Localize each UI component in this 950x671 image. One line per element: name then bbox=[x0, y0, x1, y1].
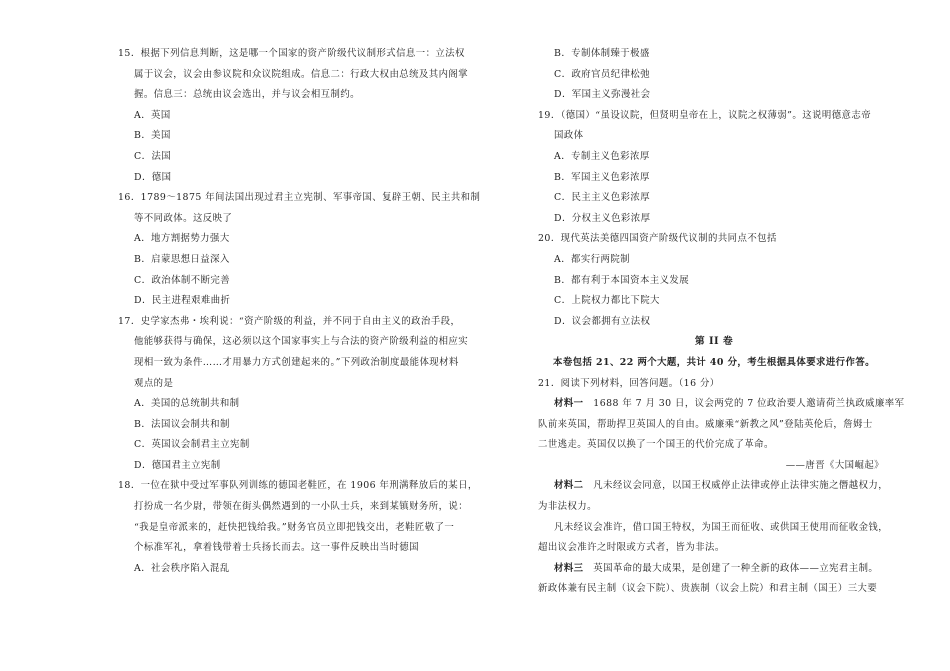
section-title: 第 II 卷 bbox=[694, 336, 734, 348]
question-text: 18．一位在狱中受过军事队列训练的德国老鞋匠，在 1906 年刑满释放后的某日， bbox=[118, 480, 478, 492]
question-intro: 21．阅读下列材料，回答问题。（16 分） bbox=[538, 377, 720, 389]
option-a: A．专制主义色彩浓厚 bbox=[554, 150, 650, 162]
left-column bbox=[118, 44, 481, 579]
question-text: 属于议会，议会由参议院和众议院组成。信息二：行政大权由总统及其内阁掌 bbox=[134, 68, 469, 80]
question-text: 握。信息三：总统由议会选出，并与议会相互制约。 bbox=[134, 89, 360, 101]
material-text: 凡未经议会准许，借口国王特权，为国王而征收、或供国王使用而征收金钱， bbox=[554, 521, 889, 533]
option-d: D．军国主义弥漫社会 bbox=[554, 89, 651, 101]
question-16 bbox=[118, 188, 481, 312]
option-b: B．专制体制臻于极盛 bbox=[554, 48, 650, 59]
material-1-source: ——唐晋《大国崛起》 bbox=[785, 459, 884, 471]
option-b: B．都有利于本国资本主义发展 bbox=[554, 274, 690, 286]
option-c: C．政府官员纪律松弛 bbox=[554, 68, 651, 80]
material-text: 为非法权力。 bbox=[538, 501, 597, 513]
question-text: 20．现代英法美德四国资产阶级代议制的共同点不包括 bbox=[538, 233, 777, 245]
question-text: 19．（德国）“虽设议院，但贤明皇帝在上，议院之权薄弱”。这说明德意志帝 bbox=[538, 109, 872, 121]
question-text: 个标准军礼，拿着钱带着士兵扬长而去。这一事件反映出当时德国 bbox=[134, 542, 419, 554]
option-c: C．英国议会制君主立宪制 bbox=[134, 439, 250, 451]
material-2-label: 材料二 bbox=[554, 480, 584, 492]
option-d: D．议会都拥有立法权 bbox=[554, 315, 651, 327]
option-b: B．启蒙思想日益深入 bbox=[134, 253, 230, 265]
option-c: C．民主主义色彩浓厚 bbox=[554, 192, 651, 204]
material-text: 1688 年 7 月 30 日，议会两党的 7 位政治要人邀请荷兰执政威廉率军 bbox=[583, 398, 905, 410]
option-d: D．德国君主立宪制 bbox=[134, 459, 221, 471]
question-18-continued bbox=[538, 44, 890, 106]
question-text: 打扮成一名少尉，带领在街头偶然遇到的一小队士兵，来到某镇财务所，说： bbox=[134, 501, 469, 513]
question-17 bbox=[118, 312, 478, 477]
material-text: 新政体兼有民主制（议会下院）、贵族制（议会上院）和君主制（国王）三大要 bbox=[538, 583, 878, 595]
question-text: 15．根据下列信息判断，这是哪一个国家的资产阶级代议制形式信息一：立法权 bbox=[118, 48, 465, 59]
material-1-label: 材料一 bbox=[554, 398, 584, 410]
option-c: C．法国 bbox=[134, 150, 172, 162]
question-20 bbox=[538, 229, 890, 332]
question-text: 17．史学家杰弗・埃利说：“资产阶级的利益，并不同于自由主义的政治手段， bbox=[118, 315, 461, 327]
material-text: 超出议会准许之时限或方式者，皆为非法。 bbox=[538, 542, 725, 554]
material-text: 队前来英国，帮助捍卫英国人的自由。威廉乘“新教之风”登陆英伦后，詹姆士 bbox=[538, 418, 873, 430]
question-text: 观点的是 bbox=[134, 377, 174, 389]
material-3-line bbox=[538, 559, 890, 580]
question-18 bbox=[118, 476, 478, 579]
question-text: 国政体 bbox=[554, 130, 584, 142]
option-b: B．美国 bbox=[134, 130, 171, 142]
question-text: 他能够获得与确保，这必须以这个国家事实上与合法的资产阶级利益的相应实 bbox=[134, 336, 469, 348]
material-text: 二世逃走。英国仅以换了一个国王的代价完成了革命。 bbox=[538, 439, 774, 451]
material-text: 凡未经议会同意，以国王权威停止法律或停止法律实施之僭越权力， bbox=[583, 480, 889, 492]
question-21 bbox=[538, 374, 905, 601]
option-a: A．地方割据势力强大 bbox=[134, 233, 230, 245]
option-a: A．美国的总统制共和制 bbox=[134, 398, 240, 410]
question-text: 等不同政体。这反映了 bbox=[134, 212, 233, 224]
question-19 bbox=[538, 106, 890, 230]
material-3-label: 材料三 bbox=[554, 562, 584, 574]
material-1-line bbox=[538, 394, 905, 415]
option-a: A．都实行两院制 bbox=[554, 253, 630, 265]
option-b: B．军国主义色彩浓厚 bbox=[554, 171, 650, 183]
question-text: 16．1789～1875 年间法国出现过君主立宪制、军事帝国、复辟王朝、民主共和制 bbox=[118, 192, 481, 204]
option-d: D．德国 bbox=[134, 171, 172, 183]
material-2-line bbox=[538, 476, 890, 497]
question-text: 现相一致为条件……才用暴力方式创建起来的。”下列政治制度最能体现材料 bbox=[134, 356, 459, 368]
question-text: “我是皇帝派来的，赶快把钱给我。”财务官员立即把钱交出，老鞋匠敬了一 bbox=[134, 521, 455, 533]
material-text: 英国革命的最大成果，是创建了一种全新的政体——立宪君主制。 bbox=[583, 562, 879, 574]
right-column bbox=[538, 44, 905, 600]
option-b: B．法国议会制共和制 bbox=[134, 418, 230, 430]
option-a: A．英国 bbox=[134, 109, 171, 121]
option-d: D．民主进程艰难曲折 bbox=[134, 295, 231, 307]
question-15 bbox=[118, 44, 478, 188]
section-note: 本卷包括 21、22 两个大题，共计 40 分，考生根据具体要求进行作答。 bbox=[553, 356, 875, 368]
option-c: C．政治体制不断完善 bbox=[134, 274, 231, 286]
option-a: A．社会秩序陷入混乱 bbox=[134, 562, 230, 574]
option-d: D．分权主义色彩浓厚 bbox=[554, 212, 651, 224]
option-c: C．上院权力都比下院大 bbox=[554, 295, 660, 307]
